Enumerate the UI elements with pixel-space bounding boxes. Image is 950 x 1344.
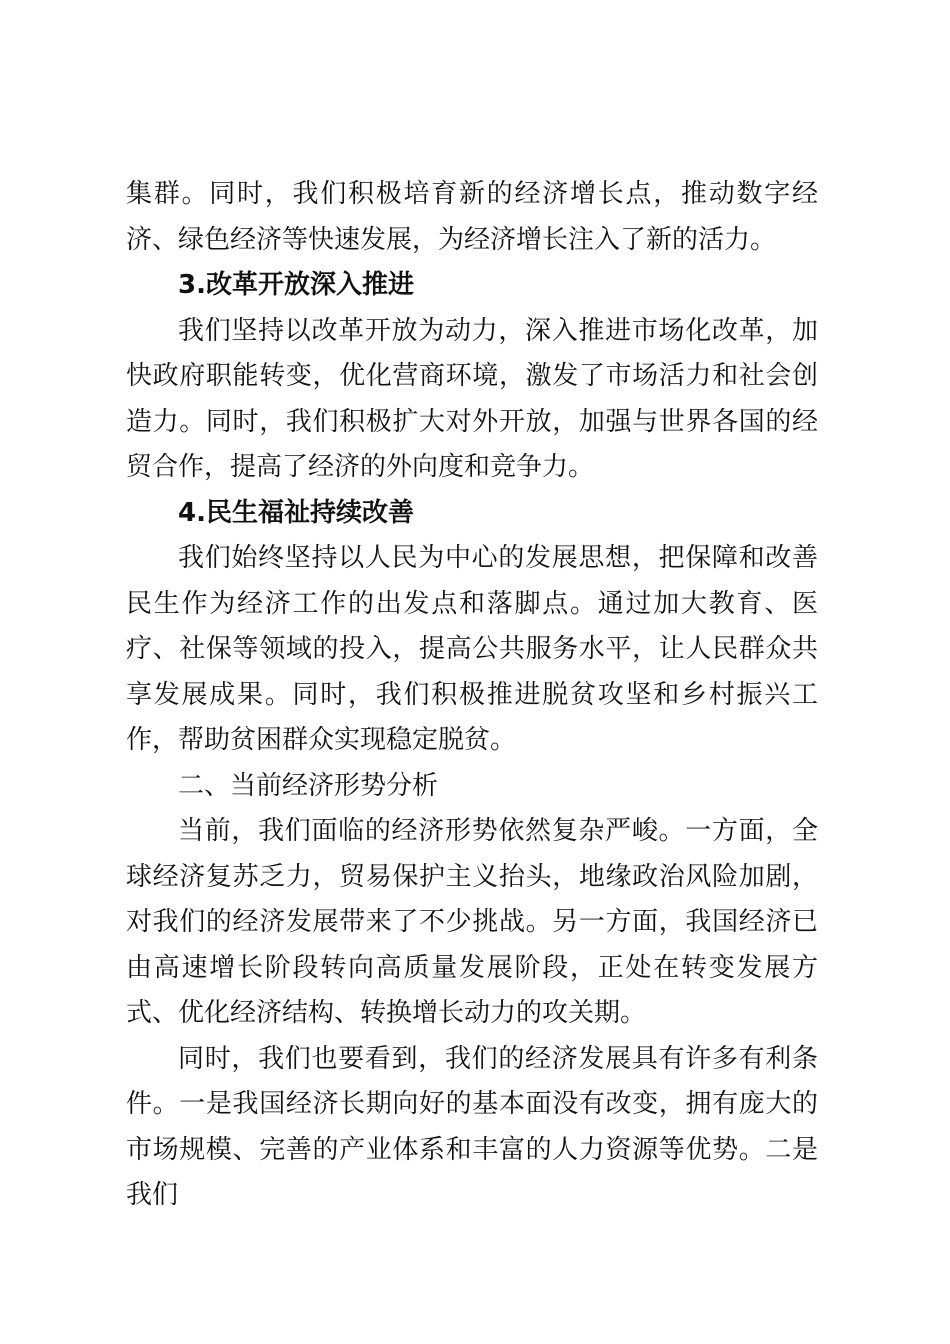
paragraph-favorable-conditions: 同时，我们也要看到，我们的经济发展具有许多有利条件。一是我国经济长期向好的基本面没有改变，拥有庞大的市场规模、完善的产业体系和丰富的人力资源等优势。二是我们 bbox=[126, 1043, 818, 1210]
subheading-reform-opening: 3.改革开放深入推进 bbox=[178, 270, 414, 300]
paragraph-continued: 集群。同时，我们积极培育新的经济增长点，推动数字经济、绿色经济等快速发展，为经济增长注入了新的活力。 bbox=[126, 179, 818, 255]
paragraph-current-situation: 当前，我们面临的经济形势依然复杂严峻。一方面，全球经济复苏乏力，贸易保护主义抬头，地缘政治风险加剧，对我们的经济发展带来了不少挑战。另一方面，我国经济已由高速增长阶段转向高质量发展阶段，正处在转变发展方式、优化经济结构、转换增长动力的攻关期。 bbox=[126, 816, 818, 1028]
document-body bbox=[126, 172, 818, 1219]
section-heading-economic-analysis: 二、当前经济形势分析 bbox=[178, 770, 439, 801]
paragraph-livelihood: 我们始终坚持以人民为中心的发展思想，把保障和改善民生作为经济工作的出发点和落脚点。通过加大教育、医疗、社保等领域的投入，提高公共服务水平，让人民群众共享发展成果。同时，我们积极推进脱贫攻坚和乡村振兴工作，帮助贫困群众实现稳定脱贫。 bbox=[126, 543, 818, 755]
subheading-livelihood: 4.民生福祉持续改善 bbox=[178, 497, 414, 528]
paragraph-reform: 我们坚持以改革开放为动力，深入推进市场化改革，加快政府职能转变，优化营商环境，激发了市场活力和社会创造力。同时，我们积极扩大对外开放，加强与世界各国的经贸合作，提高了经济的外向度和竞争力。 bbox=[126, 315, 818, 482]
